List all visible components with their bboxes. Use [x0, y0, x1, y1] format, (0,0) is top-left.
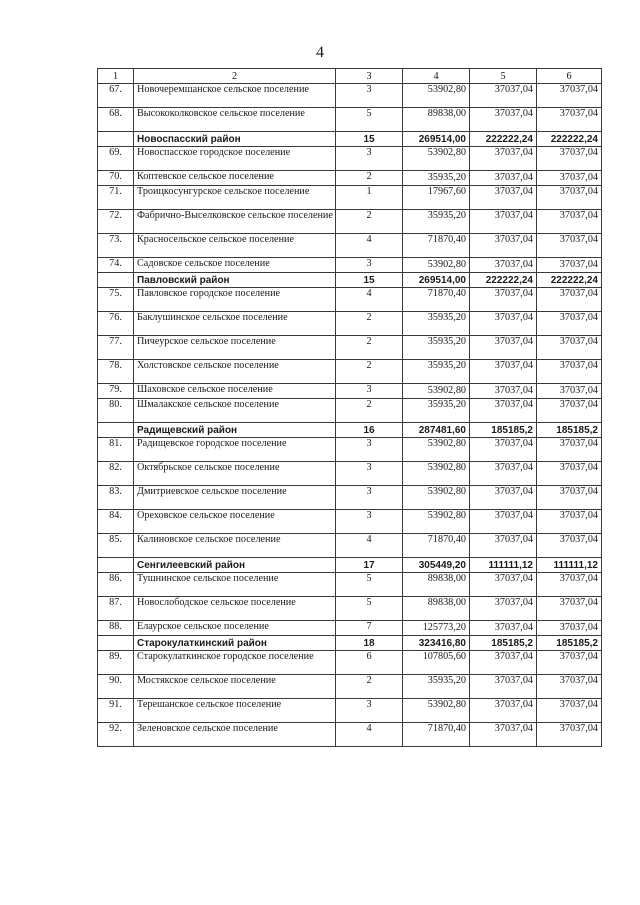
amount-col5-cell: 37037,04	[470, 108, 537, 132]
row-number-cell: 89.	[98, 651, 134, 675]
table-row	[98, 597, 602, 621]
amount-cell: 35935,20	[403, 675, 470, 699]
count-cell: 7	[336, 621, 403, 636]
amount-col5-cell: 37037,04	[470, 210, 537, 234]
amount-cell: 17967,60	[403, 186, 470, 210]
amount-cell: 53902,80	[403, 147, 470, 171]
settlement-name-cell: Новоспасское городское поселение	[134, 147, 336, 171]
amount-col6-cell: 37037,04	[537, 699, 602, 723]
amount-col5-cell: 185185,2	[470, 636, 537, 651]
row-number-cell: 84.	[98, 510, 134, 534]
table-row	[98, 171, 602, 186]
table-row	[98, 288, 602, 312]
header-cell-1: 1	[98, 69, 134, 84]
row-number-cell: 80.	[98, 399, 134, 423]
table-row	[98, 360, 602, 384]
amount-col6-cell: 37037,04	[537, 486, 602, 510]
table-row	[98, 510, 602, 534]
amount-col5-cell: 37037,04	[470, 171, 537, 186]
table-header	[98, 69, 602, 84]
header-cell-2: 2	[134, 69, 336, 84]
row-number-cell: 69.	[98, 147, 134, 171]
amount-col6-cell: 37037,04	[537, 186, 602, 210]
amount-col5-cell: 222222,24	[470, 273, 537, 288]
count-cell: 3	[336, 147, 403, 171]
settlement-name-cell: Павловский район	[134, 273, 336, 288]
row-number-cell	[98, 636, 134, 651]
settlement-name-cell: Садовское сельское поселение	[134, 258, 336, 273]
count-cell: 5	[336, 108, 403, 132]
amount-cell: 35935,20	[403, 312, 470, 336]
amount-col6-cell: 37037,04	[537, 399, 602, 423]
amount-col5-cell: 37037,04	[470, 360, 537, 384]
settlement-name-cell: Радищевское городское поселение	[134, 438, 336, 462]
count-cell: 3	[336, 258, 403, 273]
amount-col6-cell: 37037,04	[537, 171, 602, 186]
row-number-cell	[98, 423, 134, 438]
header-cell-3: 3	[336, 69, 403, 84]
amount-col6-cell: 37037,04	[537, 723, 602, 747]
amount-col5-cell: 37037,04	[470, 510, 537, 534]
amount-col6-cell: 37037,04	[537, 597, 602, 621]
table-row	[98, 534, 602, 558]
table-row	[98, 108, 602, 132]
row-number-cell: 86.	[98, 573, 134, 597]
row-number-cell: 90.	[98, 675, 134, 699]
count-cell: 2	[336, 336, 403, 360]
amount-col5-cell: 185185,2	[470, 423, 537, 438]
count-cell: 2	[336, 312, 403, 336]
amount-col5-cell: 37037,04	[470, 675, 537, 699]
amount-col6-cell: 37037,04	[537, 621, 602, 636]
count-cell: 3	[336, 486, 403, 510]
amount-cell: 53902,80	[403, 486, 470, 510]
settlement-name-cell: Ореховское сельское поселение	[134, 510, 336, 534]
amount-cell: 53902,80	[403, 438, 470, 462]
row-number-cell: 68.	[98, 108, 134, 132]
amount-col6-cell: 37037,04	[537, 534, 602, 558]
row-number-cell: 73.	[98, 234, 134, 258]
table-row	[98, 234, 602, 258]
amount-col6-cell: 37037,04	[537, 438, 602, 462]
amount-cell: 107805,60	[403, 651, 470, 675]
amount-col5-cell: 37037,04	[470, 288, 537, 312]
amount-col6-cell: 37037,04	[537, 675, 602, 699]
amount-cell: 305449,20	[403, 558, 470, 573]
row-number-cell: 79.	[98, 384, 134, 399]
allocation-table	[97, 68, 602, 747]
settlement-name-cell: Новослободское сельское поселение	[134, 597, 336, 621]
header-cell-6: 6	[537, 69, 602, 84]
settlement-name-cell: Дмитриевское сельское поселение	[134, 486, 336, 510]
amount-col5-cell: 222222,24	[470, 132, 537, 147]
amount-cell: 53902,80	[403, 699, 470, 723]
row-number-cell: 72.	[98, 210, 134, 234]
amount-cell: 35935,20	[403, 336, 470, 360]
settlement-name-cell: Шаховское сельское поселение	[134, 384, 336, 399]
amount-col5-cell: 111111,12	[470, 558, 537, 573]
table-row	[98, 84, 602, 108]
settlement-name-cell: Тушнинское сельское поселение	[134, 573, 336, 597]
settlement-name-cell: Радищевский район	[134, 423, 336, 438]
count-cell: 1	[336, 186, 403, 210]
settlement-name-cell: Старокулаткинское городское поселение	[134, 651, 336, 675]
row-number-cell	[98, 273, 134, 288]
settlement-name-cell: Старокулаткинский район	[134, 636, 336, 651]
amount-col6-cell: 37037,04	[537, 210, 602, 234]
settlement-name-cell: Новоспасский район	[134, 132, 336, 147]
header-cell-5: 5	[470, 69, 537, 84]
row-number-cell: 74.	[98, 258, 134, 273]
table-row	[98, 621, 602, 636]
settlement-name-cell: Пичеурское сельское поселение	[134, 336, 336, 360]
amount-col6-cell: 37037,04	[537, 384, 602, 399]
row-number-cell: 85.	[98, 534, 134, 558]
amount-cell: 71870,40	[403, 534, 470, 558]
count-cell: 2	[336, 399, 403, 423]
row-number-cell: 83.	[98, 486, 134, 510]
amount-col5-cell: 37037,04	[470, 186, 537, 210]
amount-col6-cell: 37037,04	[537, 108, 602, 132]
settlement-name-cell: Баклушинское сельское поселение	[134, 312, 336, 336]
row-number-cell: 67.	[98, 84, 134, 108]
table-row	[98, 486, 602, 510]
amount-col5-cell: 37037,04	[470, 597, 537, 621]
amount-col6-cell: 111111,12	[537, 558, 602, 573]
count-cell: 4	[336, 534, 403, 558]
district-row	[98, 636, 602, 651]
row-number-cell: 81.	[98, 438, 134, 462]
settlement-name-cell: Новочеремшанское сельское поселение	[134, 84, 336, 108]
settlement-name-cell: Холстовское сельское поселение	[134, 360, 336, 384]
amount-cell: 53902,80	[403, 510, 470, 534]
amount-cell: 269514,00	[403, 132, 470, 147]
settlement-name-cell: Шмалакское сельское поселение	[134, 399, 336, 423]
row-number-cell	[98, 558, 134, 573]
amount-col5-cell: 37037,04	[470, 84, 537, 108]
amount-col5-cell: 37037,04	[470, 621, 537, 636]
table-row	[98, 336, 602, 360]
amount-col6-cell: 37037,04	[537, 651, 602, 675]
count-cell: 5	[336, 573, 403, 597]
table-row	[98, 312, 602, 336]
count-cell: 4	[336, 234, 403, 258]
settlement-name-cell: Красносельское сельское поселение	[134, 234, 336, 258]
table-row	[98, 186, 602, 210]
table-row	[98, 399, 602, 423]
table-row	[98, 651, 602, 675]
amount-col6-cell: 37037,04	[537, 462, 602, 486]
amount-col6-cell: 37037,04	[537, 288, 602, 312]
settlement-name-cell: Фабрично-Выселковское сельское поселение	[134, 210, 336, 234]
amount-cell: 53902,80	[403, 462, 470, 486]
amount-col5-cell: 37037,04	[470, 312, 537, 336]
amount-col5-cell: 37037,04	[470, 336, 537, 360]
page-number: 4	[316, 44, 324, 61]
amount-cell: 35935,20	[403, 171, 470, 186]
amount-col5-cell: 37037,04	[470, 699, 537, 723]
amount-cell: 53902,80	[403, 84, 470, 108]
amount-cell: 323416,80	[403, 636, 470, 651]
row-number-cell: 87.	[98, 597, 134, 621]
amount-col6-cell: 37037,04	[537, 510, 602, 534]
table-row	[98, 147, 602, 171]
amount-col5-cell: 37037,04	[470, 384, 537, 399]
amount-col5-cell: 37037,04	[470, 399, 537, 423]
amount-col6-cell: 37037,04	[537, 84, 602, 108]
table-row	[98, 384, 602, 399]
count-cell: 3	[336, 84, 403, 108]
count-cell: 6	[336, 651, 403, 675]
settlement-name-cell: Октябрьское сельское поселение	[134, 462, 336, 486]
table-row	[98, 438, 602, 462]
row-number-cell: 70.	[98, 171, 134, 186]
count-cell: 17	[336, 558, 403, 573]
amount-col6-cell: 37037,04	[537, 573, 602, 597]
count-cell: 2	[336, 675, 403, 699]
amount-col5-cell: 37037,04	[470, 723, 537, 747]
count-cell: 3	[336, 699, 403, 723]
amount-col6-cell: 185185,2	[537, 636, 602, 651]
amount-col6-cell: 37037,04	[537, 336, 602, 360]
settlement-name-cell: Зеленовское сельское поселение	[134, 723, 336, 747]
amount-cell: 89838,00	[403, 573, 470, 597]
settlement-name-cell: Мостякское сельское поселение	[134, 675, 336, 699]
table-row	[98, 699, 602, 723]
amount-cell: 71870,40	[403, 234, 470, 258]
amount-col5-cell: 37037,04	[470, 534, 537, 558]
row-number-cell: 82.	[98, 462, 134, 486]
row-number-cell: 76.	[98, 312, 134, 336]
table-body	[98, 84, 602, 747]
settlement-name-cell: Терешанское сельское поселение	[134, 699, 336, 723]
amount-col6-cell: 37037,04	[537, 234, 602, 258]
amount-cell: 35935,20	[403, 210, 470, 234]
amount-col6-cell: 37037,04	[537, 258, 602, 273]
amount-col5-cell: 37037,04	[470, 438, 537, 462]
table-row	[98, 723, 602, 747]
amount-cell: 89838,00	[403, 597, 470, 621]
count-cell: 18	[336, 636, 403, 651]
amount-cell: 35935,20	[403, 399, 470, 423]
count-cell: 2	[336, 210, 403, 234]
row-number-cell: 91.	[98, 699, 134, 723]
amount-col6-cell: 37037,04	[537, 360, 602, 384]
row-number-cell: 77.	[98, 336, 134, 360]
row-number-cell: 92.	[98, 723, 134, 747]
count-cell: 15	[336, 273, 403, 288]
settlement-name-cell: Троицкосунгурское сельское поселение	[134, 186, 336, 210]
settlement-name-cell: Сенгилеевский район	[134, 558, 336, 573]
table-row	[98, 462, 602, 486]
table-row	[98, 675, 602, 699]
amount-col5-cell: 37037,04	[470, 573, 537, 597]
count-cell: 3	[336, 462, 403, 486]
amount-col5-cell: 37037,04	[470, 651, 537, 675]
amount-col6-cell: 185185,2	[537, 423, 602, 438]
count-cell: 3	[336, 438, 403, 462]
count-cell: 4	[336, 288, 403, 312]
count-cell: 3	[336, 384, 403, 399]
amount-cell: 287481,60	[403, 423, 470, 438]
count-cell: 2	[336, 360, 403, 384]
count-cell: 4	[336, 723, 403, 747]
count-cell: 16	[336, 423, 403, 438]
amount-cell: 35935,20	[403, 360, 470, 384]
district-row	[98, 132, 602, 147]
count-cell: 2	[336, 171, 403, 186]
row-number-cell: 75.	[98, 288, 134, 312]
amount-cell: 53902,80	[403, 384, 470, 399]
settlement-name-cell: Коптевское сельское поселение	[134, 171, 336, 186]
district-row	[98, 558, 602, 573]
settlement-name-cell: Калиновское сельское поселение	[134, 534, 336, 558]
amount-col6-cell: 222222,24	[537, 132, 602, 147]
row-number-cell: 88.	[98, 621, 134, 636]
row-number-cell: 78.	[98, 360, 134, 384]
amount-col5-cell: 37037,04	[470, 258, 537, 273]
amount-cell: 89838,00	[403, 108, 470, 132]
amount-col5-cell: 37037,04	[470, 486, 537, 510]
count-cell: 5	[336, 597, 403, 621]
district-row	[98, 273, 602, 288]
amount-cell: 125773,20	[403, 621, 470, 636]
settlement-name-cell: Высококолковское сельское поселение	[134, 108, 336, 132]
amount-cell: 269514,00	[403, 273, 470, 288]
count-cell: 15	[336, 132, 403, 147]
table-row	[98, 210, 602, 234]
header-row	[98, 69, 602, 84]
amount-col6-cell: 37037,04	[537, 147, 602, 171]
table-row	[98, 573, 602, 597]
amount-cell: 71870,40	[403, 723, 470, 747]
count-cell: 3	[336, 510, 403, 534]
row-number-cell: 71.	[98, 186, 134, 210]
amount-col6-cell: 37037,04	[537, 312, 602, 336]
amount-cell: 71870,40	[403, 288, 470, 312]
settlement-name-cell: Павловское городское поселение	[134, 288, 336, 312]
district-row	[98, 423, 602, 438]
amount-cell: 53902,80	[403, 258, 470, 273]
amount-col5-cell: 37037,04	[470, 234, 537, 258]
amount-col5-cell: 37037,04	[470, 462, 537, 486]
row-number-cell	[98, 132, 134, 147]
header-cell-4: 4	[403, 69, 470, 84]
amount-col6-cell: 222222,24	[537, 273, 602, 288]
table-row	[98, 258, 602, 273]
amount-col5-cell: 37037,04	[470, 147, 537, 171]
settlement-name-cell: Елаурское сельское поселение	[134, 621, 336, 636]
